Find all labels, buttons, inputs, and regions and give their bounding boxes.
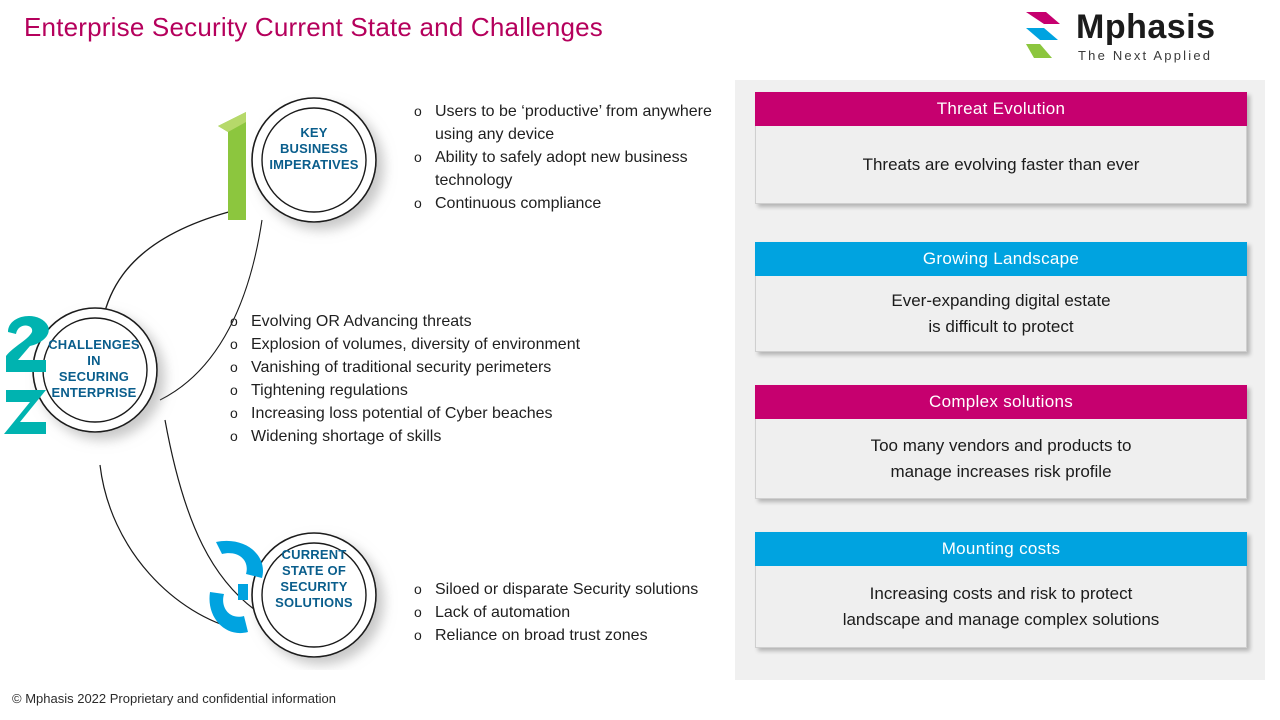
card-body-line-2: is difficult to protect (928, 316, 1074, 336)
node-2-label (38, 337, 150, 401)
node-3-label-line-1: CURRENT (281, 547, 347, 562)
copyright-footer: © Mphasis 2022 Proprietary and confidential information (12, 691, 336, 706)
brand-logo (1020, 8, 1240, 70)
card-mounting-costs (755, 532, 1247, 648)
challenges-cards-panel (735, 80, 1265, 680)
node-1-label-line-2: BUSINESS (279, 141, 349, 156)
card-title: Threat Evolution (755, 92, 1247, 126)
card-body-line-2: landscape and manage complex solutions (842, 609, 1160, 629)
card-body-line-1: Ever-expanding digital estate (891, 290, 1111, 310)
node-1-label (258, 125, 370, 173)
page-title: Enterprise Security Current State and Challenges (24, 12, 604, 42)
list-item: o Vanishing of traditional security perimeters (228, 356, 678, 379)
list-item: o Increasing loss potential of Cyber beaches (228, 402, 678, 425)
list-item: o Tightening regulations (228, 379, 678, 402)
node-3-label-line-4: SOLUTIONS (275, 595, 353, 610)
list-item: o Widening shortage of skills (228, 425, 678, 448)
card-title: Growing Landscape (755, 242, 1247, 276)
node-2-label-line-2: IN (87, 353, 101, 368)
node-3-label-line-3: SECURITY (280, 579, 348, 594)
node-3-label-line-2: STATE OF (282, 563, 346, 578)
card-body-line-1: Increasing costs and risk to protect (869, 583, 1133, 603)
logo-tagline: The Next Applied (1078, 48, 1213, 63)
card-body-line-1: Too many vendors and products to (870, 435, 1132, 455)
mphasis-arrow-mark-icon (1020, 10, 1066, 62)
node-1-bullets (412, 100, 732, 215)
list-item: o Siloed or disparate Security solutions (412, 578, 742, 601)
card-body-line-1: Threats are evolving faster than ever (862, 154, 1140, 174)
list-item: o Evolving OR Advancing threats (228, 310, 678, 333)
card-growing-landscape (755, 242, 1247, 352)
node-2-label-line-3: SECURING (58, 369, 130, 384)
node-2-label-line-1: CHALLENGES (48, 337, 140, 352)
list-item: o Users to be ‘productive’ from anywhere using any device (412, 100, 732, 146)
list-item: o Reliance on broad trust zones (412, 624, 742, 647)
card-title: Complex solutions (755, 385, 1247, 419)
card-body (755, 566, 1247, 648)
diagram-panel (0, 70, 735, 670)
list-item: o Explosion of volumes, diversity of environment (228, 333, 678, 356)
card-body (755, 126, 1247, 204)
list-item: o Continuous compliance (412, 192, 732, 215)
node-3-bullets (412, 578, 742, 647)
node-2-label-line-4: ENTERPRISE (51, 385, 137, 400)
card-complex-solutions (755, 385, 1247, 499)
list-item: o Ability to safely adopt new business technology (412, 146, 732, 192)
card-body-line-2: manage increases risk profile (890, 461, 1112, 481)
card-threat-evolution (755, 92, 1247, 204)
logo-wordmark: Mphasis (1076, 8, 1216, 46)
node-1-label-line-1: KEY (300, 125, 328, 140)
card-title: Mounting costs (755, 532, 1247, 566)
node-2-bullets (228, 310, 678, 448)
card-body (755, 276, 1247, 352)
card-body (755, 419, 1247, 499)
list-item: o Lack of automation (412, 601, 742, 624)
node-1-label-line-3: IMPERATIVES (269, 157, 359, 172)
node-3-label (258, 547, 370, 611)
